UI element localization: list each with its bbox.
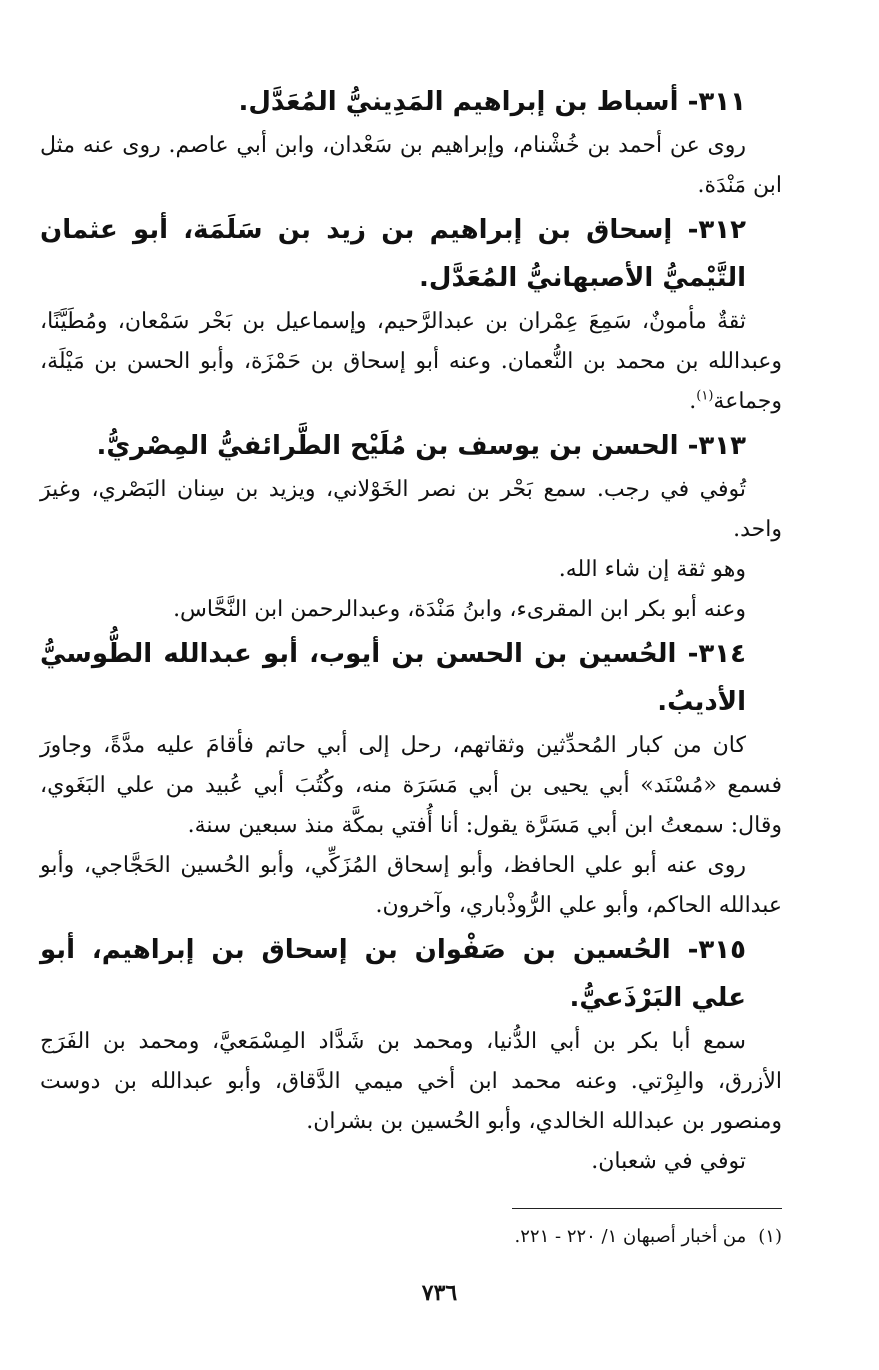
footnote-text: من أخبار أصبهان ١/ ٢٢٠ - ٢٢١.: [514, 1226, 747, 1247]
entry-text-312: [40, 302, 782, 422]
entry-text-312-body: ثقةٌ مأمونٌ، سَمِعَ عِمْران بن عبدالرَّحيم، وإسماعيل بن بَحْر سَمْعان، ومُطَيَّنًا، وعبدالله بن محمد بن النُّعمان. وعنه أبو إسحاق بن حَمْزَة، وأبو الحسن بن مَيْلَة، وجماعة: [40, 309, 782, 414]
entry-text-313-b: وهو ثقة إن شاء الله.: [558, 557, 746, 582]
entry-text-313-a: تُوفي في رجب. سمع بَحْر بن نصر الخَوْلاني، ويزيد بن سِنان البَصْري، وغيرَ واحد.: [40, 477, 782, 542]
entry-text-314-a: كان من كبار المُحدِّثين وثقاتهم، رحل إلى أبي حاتم فأقامَ عليه مدَّةً، وجاورَ فسمع «مُسْنَد» أبي يحيى بن أبي مَسَرَة منه، وكُتُبَ أبي عُبيد من علي البَغَوي، وقال: سمعتُ ابن أبي مَسَرَّة يقول: أنا أُفتي بمكَّة منذ سبعين سنة.: [40, 733, 782, 838]
entry-heading-312: ٣١٢- إسحاق بن إبراهيم بن زيد بن سَلَمَة، أبو عثمان التَّيْميُّ الأصبهانيُّ المُعَدَّل.: [40, 215, 746, 293]
footnote-reference: (١): [696, 388, 714, 404]
footnote: [40, 1222, 782, 1252]
footnote-divider: [512, 1208, 782, 1209]
entry-heading-311: ٣١١- أسباط بن إبراهيم المَدِينيُّ المُعَدَّل.: [238, 87, 746, 117]
entry-text-313-c: وعنه أبو بكر ابن المقرىء، وابنُ مَنْدَة، وعبدالرحمن ابن النَّحَّاس.: [173, 597, 746, 622]
entry-heading-315: ٣١٥- الحُسين بن صَفْوان بن إسحاق بن إبراهيم، أبو علي البَرْذَعيُّ.: [40, 935, 746, 1013]
entry-heading-314: ٣١٤- الحُسين بن الحسن بن أيوب، أبو عبدالله الطُّوسيُّ الأديبُ.: [40, 639, 746, 717]
entry-text-315-b: توفي في شعبان.: [591, 1149, 746, 1174]
page-body: [40, 78, 782, 1182]
footnote-number: (١): [758, 1226, 782, 1247]
entry-text-315-a: سمع أبا بكر بن أبي الدُّنيا، ومحمد بن شَدَّاد المِسْمَعيَّ، ومحمد بن الفَرَج الأزرق، والبِرْتي. وعنه محمد ابن أخي ميمي الدَّقاق، وأبو عبدالله بن دوست ومنصور بن عبدالله الخالدي، وأبو الحُسين بن بشران.: [40, 1029, 782, 1134]
page-number: ٧٣٦: [421, 1280, 458, 1306]
entry-text-312-end: .: [689, 389, 697, 414]
entry-text-311: روى عن أحمد بن خُشْنام، وإبراهيم بن سَعْدان، وابن أبي عاصم. روى عنه مثل ابن مَنْدَة.: [40, 133, 782, 198]
entry-heading-313: ٣١٣- الحسن بن يوسف بن مُلَيْح الطَّرائفيُّ المِصْريُّ.: [96, 431, 746, 461]
entry-text-314-b: روى عنه أبو علي الحافظ، وأبو إسحاق المُزَكِّي، وأبو الحُسين الحَجَّاجي، وأبو عبدالله الحاكم، وأبو علي الرُّوذْباري، وآخرون.: [40, 853, 782, 918]
